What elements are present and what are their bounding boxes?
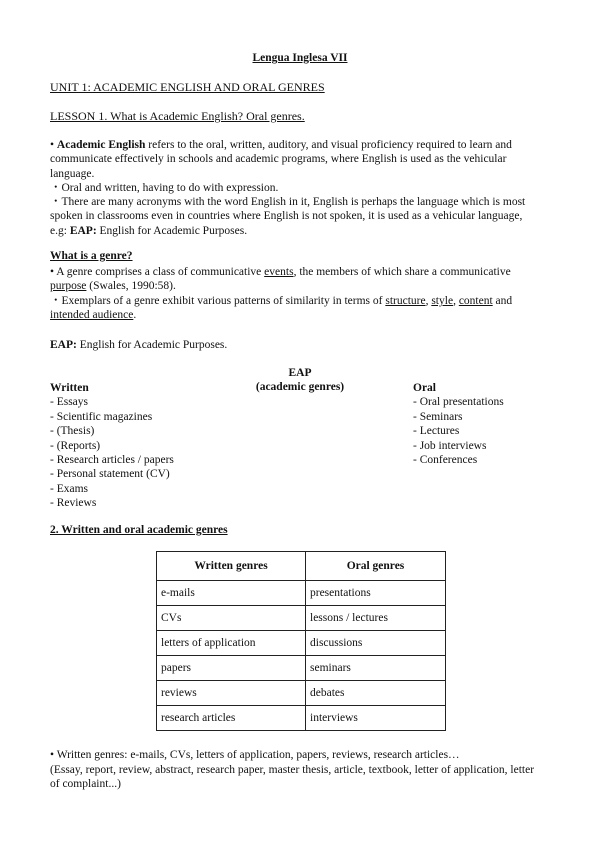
course-title: Lengua Inglesa VII	[252, 52, 348, 64]
table-row	[157, 681, 446, 706]
genres-table	[156, 551, 446, 731]
list-item: - Oral presentations	[413, 396, 504, 409]
genre-text-b: , the members of which share a communicative	[293, 266, 511, 278]
oral-head: Oral	[413, 382, 436, 394]
eap-line-abbr: EAP:	[50, 339, 77, 351]
structure-term: structure	[385, 295, 426, 307]
table-cell: debates	[306, 681, 446, 706]
table-cell: discussions	[306, 631, 446, 656]
style-term: style	[431, 295, 454, 307]
written-column	[50, 381, 174, 511]
genre-citation: (Swales, 1990:58).	[86, 280, 176, 293]
and-text: and	[492, 295, 513, 307]
list-item: - Scientific magazines	[50, 410, 153, 423]
eap-title: EAP	[288, 367, 312, 379]
table-cell: research articles	[157, 706, 306, 731]
eap-subtitle: (academic genres)	[255, 381, 345, 393]
purpose-term: purpose	[50, 280, 87, 293]
academic-english-point-2	[50, 195, 540, 238]
table-cell: e-mails	[157, 581, 306, 606]
list-item: - (Thesis)	[50, 425, 95, 438]
academic-english-term: Academic English	[56, 139, 146, 151]
audience-term: intended audience	[50, 309, 134, 322]
list-item: - Research articles / papers	[50, 454, 174, 467]
bullet: •	[50, 139, 55, 151]
list-item: - Job interviews	[413, 439, 487, 452]
separator: ,	[453, 295, 459, 307]
table-cell: reviews	[157, 681, 306, 706]
written-genres-header: Written genres	[157, 552, 306, 581]
table-header-row	[157, 552, 446, 581]
list-item: - (Reports)	[50, 439, 101, 452]
written-head: Written	[50, 382, 89, 394]
list-item: - Exams	[50, 482, 89, 495]
table-row	[157, 631, 446, 656]
written-genres-examples: (Essay, report, review, abstract, research paper, master thesis, article, textbook, letter of application, letter of complaint...)	[50, 764, 535, 791]
table-row	[157, 706, 446, 731]
eap-line	[50, 338, 540, 352]
table-cell: papers	[157, 656, 306, 681]
table-cell: seminars	[306, 656, 446, 681]
oral-genres-header: Oral genres	[306, 552, 446, 581]
lesson-title: LESSON 1. What is Academic English? Oral genres.	[50, 109, 305, 123]
content-term: content	[458, 295, 493, 307]
genre-exemplars	[50, 294, 540, 323]
separator: ,	[425, 295, 432, 307]
oral-column	[413, 381, 504, 467]
list-item: - Lectures	[413, 425, 460, 438]
table-cell: letters of application	[157, 631, 306, 656]
eap-line-text: English for Academic Purposes.	[76, 339, 228, 351]
genre-heading: What is a genre?	[50, 250, 133, 262]
list-item: - Personal statement (CV)	[50, 468, 170, 481]
table-cell: lessons / lectures	[306, 606, 446, 631]
point-2-text: ・There are many acronyms with the word English in it, English is perhaps the language which is most spoken in classrooms even in countries where English is not spoken, it is used as a vehicular language, e.g:	[50, 196, 526, 237]
list-item: - Essays	[50, 396, 89, 409]
table-row	[157, 656, 446, 681]
genre-definition	[50, 265, 540, 294]
table-cell: interviews	[306, 706, 446, 731]
list-item: - Seminars	[413, 410, 463, 423]
unit-title: UNIT 1: ACADEMIC ENGLISH AND ORAL GENRES	[50, 80, 325, 94]
table-cell: CVs	[157, 606, 306, 631]
academic-english-point-1: ・Oral and written, having to do with expression.	[50, 182, 279, 194]
events-term: events	[264, 266, 294, 278]
table-row	[157, 606, 446, 631]
list-item: - Conferences	[413, 454, 478, 467]
table-cell: presentations	[306, 581, 446, 606]
eap-expansion: English for Academic Purposes.	[96, 224, 248, 237]
genre-text-a: • A genre comprises a class of communicative	[50, 266, 265, 278]
eap-abbr: EAP:	[69, 224, 97, 237]
section-2-heading: 2. Written and oral academic genres	[50, 524, 228, 536]
academic-english-definition	[50, 138, 540, 181]
written-genres-summary: • Written genres: e-mails, CVs, letters of application, papers, reviews, research articles…	[50, 749, 460, 761]
academic-english-definition-text: refers to the oral, written, auditory, and visual proficiency required to learn and communicate effectively in schools and academic programs, where English is used as the vehicular language.	[50, 139, 512, 180]
table-row	[157, 581, 446, 606]
list-item: - Reviews	[50, 497, 97, 510]
period: .	[133, 309, 137, 322]
exemplars-text: ・Exemplars of a genre exhibit various patterns of similarity in terms of	[50, 295, 386, 307]
